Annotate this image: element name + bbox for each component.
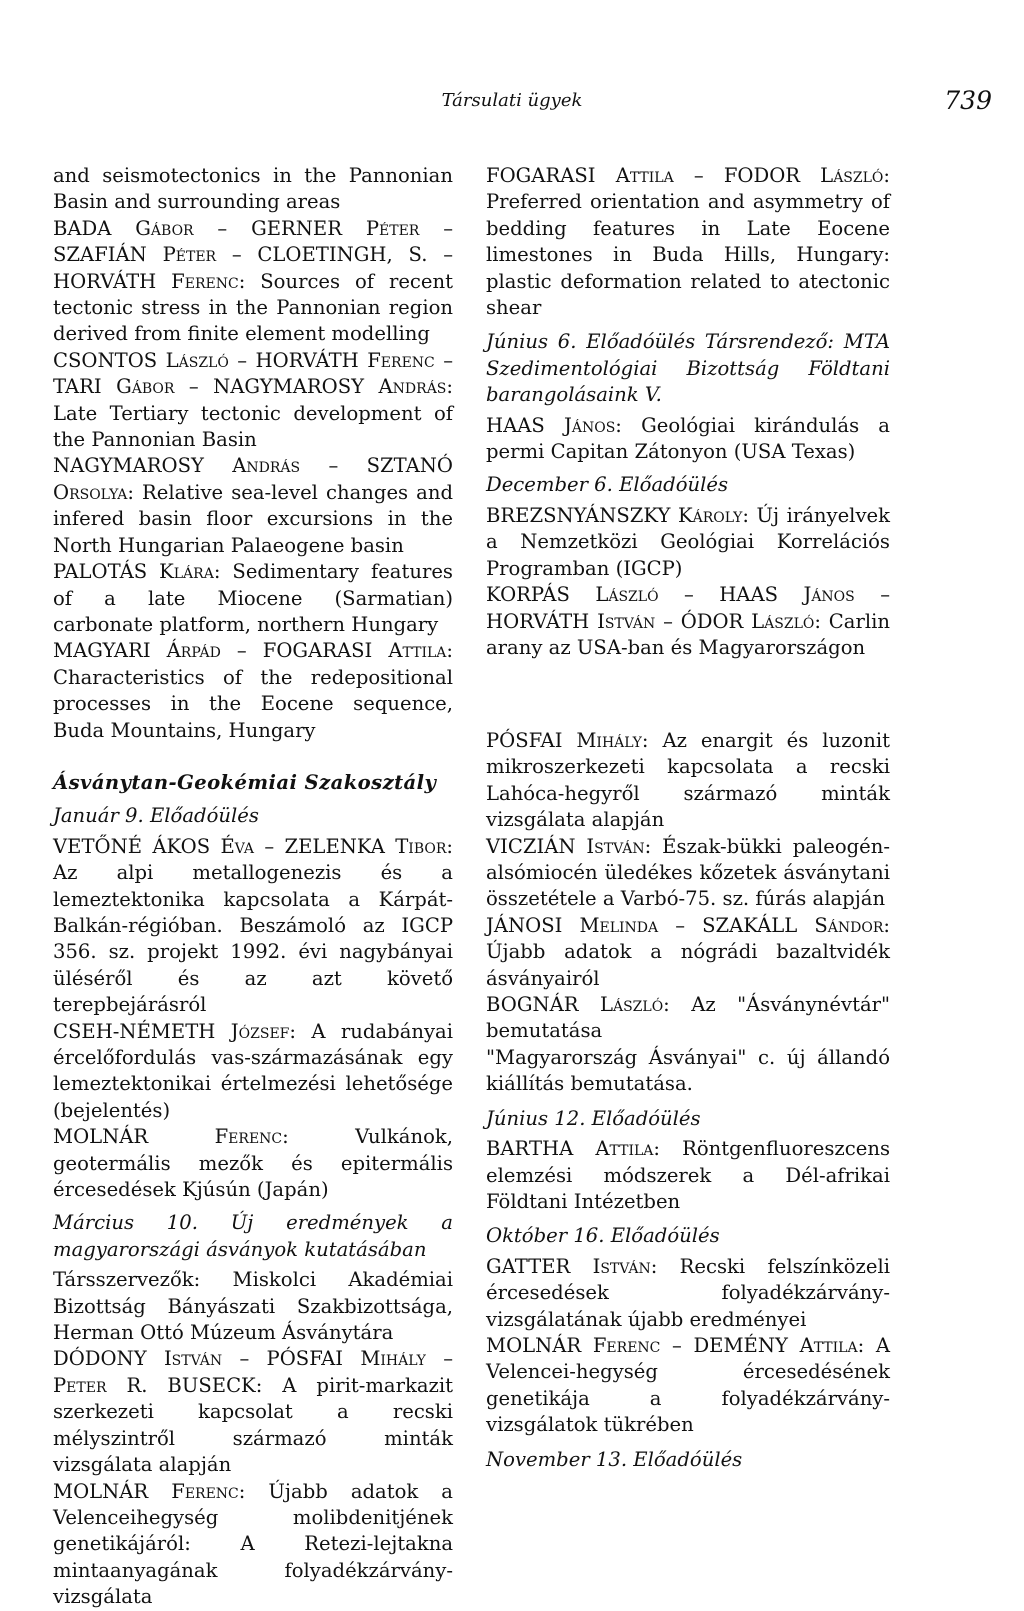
entry (486, 728, 890, 834)
entry (486, 503, 890, 582)
section-title: Ásványtan-Geokémiai Szakosztály (53, 770, 437, 794)
running-header: Társulati ügyek (441, 90, 583, 111)
entry (53, 559, 453, 638)
entry (486, 834, 890, 913)
entry-title: A rudabányai ércelőfordulás vas-származásának egy lemeztektonikai értelmezési lehetősége (bejelentés) (53, 1019, 454, 1122)
entry-authors: CSEH-NÉMETH József: (53, 1019, 296, 1043)
entry (53, 453, 453, 559)
entry-title: Carlin arany az USA-ban és Magyarországon (486, 609, 890, 659)
entry (486, 992, 890, 1045)
entry (486, 913, 890, 992)
entry (486, 1254, 890, 1333)
entry-authors: GATTER István: (486, 1254, 658, 1278)
entry (486, 413, 890, 466)
entry (486, 582, 890, 661)
entry (53, 348, 453, 454)
entry-authors: NAGYMAROSY András – SZTANÓ Orsolya: (53, 454, 453, 504)
entry-title: Characteristics of the redepositional processes in the Eocene sequence, Buda Mountains, Hungary (53, 665, 453, 742)
entry-title: Az alpi metallogenezis és a lemeztektonika kapcsolata a Kárpát-Balkán-régióban. Beszámoló az IGCP 356. sz. projekt 1992. évi nagybányai üléséről és az azt követő terepbejárásról (53, 861, 453, 1017)
entry-title: Észak-bükki paleogén-alsómiocén üledékes kőzetek ásványtani összetétele a Varbó-75. sz. fúrás alapján (486, 834, 890, 911)
entry-authors: JÁNOSI Melinda – SZAKÁLL Sándor: (486, 913, 890, 937)
entry-authors: DÓDONY István – PÓSFAI Mihály – Peter R. BUSECK: (53, 1347, 453, 1397)
entry-title: Relative sea-level changes and infered basin floor excursions in the North Hungarian Palaeogene basin (53, 480, 454, 557)
entry-title: Vulkánok, geotermális mezők és epitermális ércesedések Kjúsún (Japán) (53, 1125, 453, 1202)
entry-authors: BADA Gábor – GERNER Péter – SZAFIÁN Péter – CLOETINGH, S. – HORVÁTH Ferenc: (53, 216, 453, 293)
organizers: Társszervezők: Miskolci Akadémiai Bizottság Bányászati Szakbizottsága, Herman Ottó Múzeum Ásványtára (53, 1268, 453, 1345)
entry-title: Az enargit és luzonit mikroszerkezeti kapcsolata a recski Lahóca-hegyről származó minták vizsgálata alapján (486, 729, 890, 832)
entry-title: Sedimentary features of a late Miocene (Sarmatian) carbonate platform, northern Hungary (53, 560, 453, 636)
session-heading: Október 16. Előadóülés (486, 1224, 720, 1248)
entry (53, 1019, 453, 1125)
entry-authors: VICZIÁN István: (486, 834, 652, 858)
entry-authors: KORPÁS László – HAAS János – HORVÁTH István – ÓDOR László: (486, 583, 890, 633)
entry (53, 1124, 453, 1203)
entry (53, 216, 453, 348)
entry-authors: MOLNÁR Ferenc: (53, 1125, 289, 1149)
session-heading: November 13. Előadóülés (486, 1447, 743, 1471)
entry (486, 1136, 890, 1215)
session-heading: Június 6. Előadóülés Társrendező: MTA Szedimentológiai Bizottság Földtani barangolásaink V. (486, 330, 890, 407)
entry (53, 1479, 453, 1611)
entry (53, 1346, 453, 1478)
entry-title: Sources of recent tectonic stress in the Pannonian region derived from finite element modelling (53, 269, 453, 346)
entry-authors: MOLNÁR Ferenc – DEMÉNY Attila: (486, 1333, 865, 1357)
entry-title: Új irányelvek a Nemzetközi Geológiai Korrelációs Programban (IGCP) (486, 503, 890, 580)
entry-authors: BOGNÁR László: (486, 993, 670, 1017)
session-heading: December 6. Előadóülés (486, 473, 729, 497)
entry-authors: MOLNÁR Ferenc: (53, 1479, 246, 1503)
page-number: 739 (944, 86, 992, 115)
entry-authors: CSONTOS László – HORVÁTH Ferenc – TARI Gábor – NAGYMAROSY András: (53, 348, 453, 399)
session-heading: Március 10. Új eredmények a magyarországi ásványok kutatásában (53, 1211, 453, 1261)
entry-title: Újabb adatok a Velenceihegység molibdenitjének genetikájáról: A Retezi-lejtakna mintaanyagának folyadékzárvány-vizsgálata (53, 1479, 453, 1609)
entry-title: Recski felszínközeli ércesedések folyadékzárvány-vizsgálatának újabb eredményei (486, 1254, 890, 1331)
entry-authors: FOGARASI Attila – FODOR László: (486, 164, 890, 187)
session-heading: Január 9. Előadóülés (53, 804, 259, 828)
entry-authors: VETŐNÉ ÁKOS Éva – ZELENKA Tibor: (53, 834, 453, 858)
entry (486, 163, 890, 321)
entry (53, 834, 453, 1019)
entry-title: Late Tertiary tectonic development of the Pannonian Basin (53, 401, 453, 452)
entry-title: Preferred orientation and asymmetry of bedding features in Late Eocene limestones in Buda Hills, Hungary: plastic deformation related to atectonic shear (486, 190, 890, 320)
exhibition-note: "Magyarország Ásványai" c. új állandó kiállítás bemutatása. (486, 1045, 890, 1096)
entry-title: Az "Ásványnévtár" bemutatása (486, 993, 890, 1043)
entry-title: A Velencei-hegység ércesedésének genetikája a folyadékzárvány-vizsgálatok tükrében (486, 1333, 891, 1437)
right-column-top (486, 163, 890, 661)
entry-title: Újabb adatok a nógrádi bazaltvidék ásványairól (486, 940, 890, 990)
entry-authors: BREZSNYÁNSZKY Károly: (486, 503, 749, 527)
entry-authors: MAGYARI Árpád – FOGARASI Attila: (53, 639, 453, 663)
entry-title: Geológiai kirándulás a permi Capitan Zátonyon (USA Texas) (486, 413, 890, 464)
entry-authors: PÓSFAI Mihály: (486, 729, 649, 752)
session-heading: Június 12. Előadóülés (486, 1106, 701, 1130)
entry (486, 1333, 890, 1439)
entry (53, 638, 453, 744)
right-column-bottom (486, 728, 890, 1477)
left-column (53, 163, 453, 1611)
entry-title: Röntgenfluoreszcens elemzési módszerek a Dél-afrikai Földtani Intézetben (486, 1137, 890, 1213)
entry-authors: BARTHA Attila: (486, 1137, 660, 1161)
entry-authors: PALOTÁS Klára: (53, 560, 221, 584)
entry-authors: HAAS János: (486, 413, 622, 437)
entry-title: A pirit-markazit szerkezeti kapcsolat a recski mélyszintről származó minták vizsgálata alapján (53, 1373, 454, 1477)
continued-title: and seismotectonics in the Pannonian Basin and surrounding areas (53, 164, 453, 214)
